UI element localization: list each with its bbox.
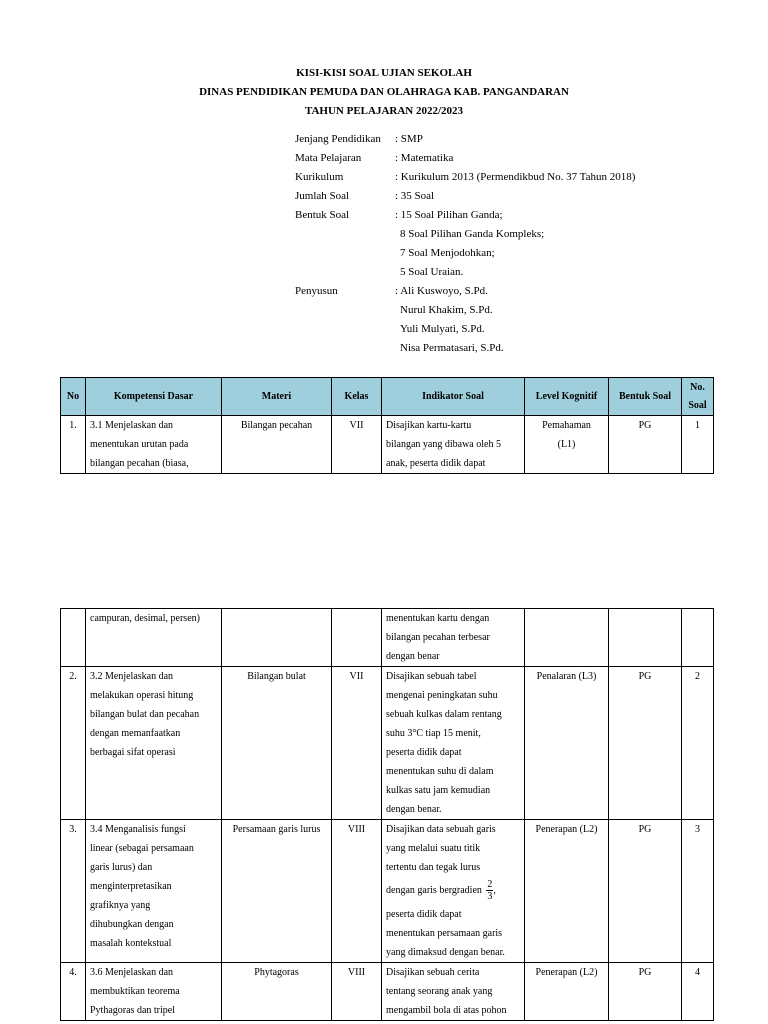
cell-materi: Bilangan pecahan (222, 416, 332, 474)
cell-bentuk: PG (609, 820, 682, 963)
info-label: Kurikulum (295, 171, 344, 183)
info-row-penyusun-cont (295, 339, 635, 358)
cell-no: 4. (61, 963, 86, 1021)
cell-nosoal: 4 (682, 963, 714, 1021)
cell-level: Pemahaman (L1) (525, 416, 609, 474)
info-value: 5 Soal Uraian. (400, 266, 464, 278)
col-header-level: Level Kognitif (525, 378, 609, 416)
info-row-penyusun (295, 282, 635, 301)
cell-materi: Persamaan garis lurus (222, 820, 332, 963)
info-label: Penyusun (295, 285, 338, 297)
info-value: : Kurikulum 2013 (Permendikbud No. 37 Tahun 2018) (395, 171, 636, 183)
info-label: Jumlah Soal (295, 190, 350, 202)
cell-kd: 3.6 Menjelaskan dan membuktikan teorema Pythagoras dan tripel (86, 963, 222, 1021)
kisi-kisi-table-page-1 (60, 377, 714, 474)
info-label: Bentuk Soal (295, 209, 350, 221)
cell-indikator: Disajikan kartu-kartu bilangan yang dibawa oleh 5 anak, peserta didik dapat (382, 416, 525, 474)
col-header-kd: Kompetensi Dasar (86, 378, 222, 416)
info-label: Mata Pelajaran (295, 152, 362, 164)
document-header (0, 64, 768, 121)
cell-kelas (332, 609, 382, 667)
cell-kd: 3.1 Menjelaskan dan menentukan urutan pada bilangan pecahan (biasa, (86, 416, 222, 474)
cell-no: 3. (61, 820, 86, 963)
table-header-row (61, 378, 714, 416)
info-value: : 35 Soal (395, 190, 435, 202)
table-row (61, 820, 714, 963)
info-row-penyusun-cont (295, 320, 635, 339)
col-header-kelas: Kelas (332, 378, 382, 416)
table-row (61, 963, 714, 1021)
info-label: Jenjang Pendidikan (295, 133, 381, 145)
info-value: 7 Soal Menjodohkan; (400, 247, 495, 259)
info-row-mapel (295, 149, 635, 168)
cell-kd: 3.4 Menganalisis fungsi linear (sebagai persamaan garis lurus) dan menginterpretasikan grafiknya yang dihubungkan dengan masalah kontekstual (86, 820, 222, 963)
info-row-penyusun-cont (295, 301, 635, 320)
cell-no (61, 609, 86, 667)
kisi-kisi-table-page-2 (60, 608, 714, 1021)
cell-materi: Phytagoras (222, 963, 332, 1021)
info-value: Yuli Mulyati, S.Pd. (400, 323, 485, 335)
cell-level: Penerapan (L2) (525, 820, 609, 963)
cell-no: 1. (61, 416, 86, 474)
cell-level: Penalaran (L3) (525, 667, 609, 820)
fraction-numerator: 2 (487, 879, 493, 891)
col-header-indikator: Indikator Soal (382, 378, 525, 416)
table-row (61, 609, 714, 667)
cell-kelas: VII (332, 667, 382, 820)
cell-nosoal: 1 (682, 416, 714, 474)
cell-kd: 3.2 Menjelaskan dan melakukan operasi hitung bilangan bulat dan pecahan dengan memanfaatkan berbagai sifat operasi (86, 667, 222, 820)
header-academic-year: TAHUN PELAJARAN 2022/2023 (304, 105, 464, 117)
info-row-bentuk (295, 206, 635, 225)
info-row-kurikulum (295, 168, 635, 187)
info-value: : Ali Kuswoyo, S.Pd. (395, 285, 488, 297)
cell-nosoal: 3 (682, 820, 714, 963)
cell-indikator: menentukan kartu dengan bilangan pecahan terbesar dengan benar (382, 609, 525, 667)
cell-kelas: VIII (332, 963, 382, 1021)
cell-indikator: Disajikan sebuah tabel mengenai peningkatan suhu sebuah kulkas dalam rentang suhu 3°C tiap 15 menit, peserta didik dapat menentukan suhu di dalam kulkas satu jam kemudian dengan benar. (382, 667, 525, 820)
col-header-nosoal (682, 378, 714, 416)
info-value: Nisa Permatasari, S.Pd. (400, 342, 504, 354)
col-header-no: No (61, 378, 86, 416)
info-row-jenjang (295, 130, 635, 149)
info-value: : 15 Soal Pilihan Ganda; (395, 209, 503, 221)
info-row-bentuk-cont (295, 263, 635, 282)
header-title: KISI-KISI SOAL UJIAN SEKOLAH (296, 67, 472, 79)
table-row (61, 416, 714, 474)
fraction-denominator: 3 (487, 891, 493, 903)
cell-bentuk: PG (609, 667, 682, 820)
cell-nosoal (682, 609, 714, 667)
col-header-bentuk: Bentuk Soal (609, 378, 682, 416)
cell-no: 2. (61, 667, 86, 820)
info-row-bentuk-cont (295, 225, 635, 244)
cell-indikator: Disajikan sebuah cerita tentang seorang anak yang mengambil bola di atas pohon (382, 963, 525, 1021)
cell-level: Penerapan (L2) (525, 963, 609, 1021)
cell-bentuk (609, 609, 682, 667)
cell-kd: campuran, desimal, persen) (86, 609, 222, 667)
col-header-nosoal-line1: No. (690, 381, 705, 393)
cell-indikator: Disajikan data sebuah garis yang melalui suatu titik tertentu dan tegak lurus dengan garis bergradien $\frac{2}{3}$ , peserta didik dapat menentukan persamaan garis yang dimaksud dengan benar. (382, 820, 525, 963)
info-row-bentuk-cont (295, 244, 635, 263)
cell-materi: Bilangan bulat (222, 667, 332, 820)
cell-level (525, 609, 609, 667)
cell-nosoal: 2 (682, 667, 714, 820)
table-row (61, 667, 714, 820)
info-value: 8 Soal Pilihan Ganda Kompleks; (400, 228, 545, 240)
header-institution: DINAS PENDIDIKAN PEMUDA DAN OLAHRAGA KAB. PANGANDARAN (199, 86, 569, 98)
col-header-materi: Materi (222, 378, 332, 416)
document-info (295, 130, 635, 358)
cell-kelas: VII (332, 416, 382, 474)
cell-bentuk: PG (609, 963, 682, 1021)
info-value: : Matematika (395, 152, 454, 164)
indikator-fraction-line: dengan garis bergradien $\frac{2}{3}$ , (386, 879, 496, 903)
cell-kelas: VIII (332, 820, 382, 963)
info-value: Nurul Khakim, S.Pd. (400, 304, 493, 316)
cell-materi (222, 609, 332, 667)
info-value: : SMP (395, 133, 423, 145)
cell-bentuk: PG (609, 416, 682, 474)
col-header-nosoal-line2: Soal (688, 399, 707, 411)
info-row-jumlah (295, 187, 635, 206)
